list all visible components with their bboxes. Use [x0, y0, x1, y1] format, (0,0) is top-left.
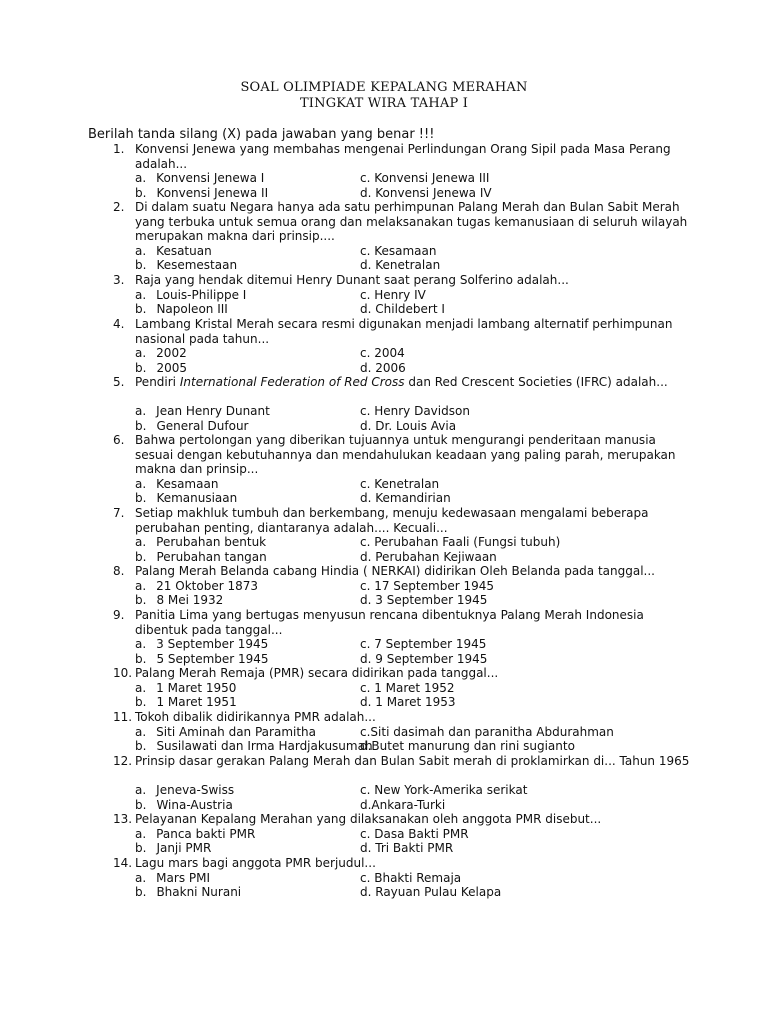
option-letter: b. [135, 185, 147, 200]
option-a[interactable] [135, 637, 268, 652]
stem-part: International Federation of Red Cross [179, 375, 405, 389]
option-row [0, 652, 768, 667]
option-row [0, 798, 768, 813]
option-row [0, 258, 768, 273]
option-text: 2005 [156, 360, 187, 375]
option-b[interactable] [135, 652, 269, 667]
question-stem: Lagu mars bagi anggota PMR berjudul... [135, 856, 376, 870]
option-row [0, 186, 768, 201]
option-letter: a. [135, 870, 147, 885]
option-row [0, 681, 768, 696]
option-b[interactable] [135, 550, 267, 565]
option-row [0, 477, 768, 492]
option-row [0, 841, 768, 856]
option-a[interactable] [135, 288, 246, 303]
option-a[interactable] [135, 346, 187, 361]
option-text: Kesamaan [156, 476, 219, 491]
option-c[interactable]: c. 1 Maret 1952 [360, 680, 455, 695]
question-number: 10. [113, 666, 133, 680]
option-text: 5 September 1945 [156, 651, 269, 666]
option-letter: b. [135, 491, 147, 506]
question-stem: Setiap makhluk tumbuh dan berkembang, menuju kedewasaan mengalami beberapa perubahan penting, diantaranya adalah.... Kecuali... [135, 506, 649, 535]
question-number: 1. [113, 142, 125, 156]
stem-part: dan Red Crescent Societies (IFRC) adalah... [404, 375, 668, 389]
option-letter: b. [135, 841, 147, 856]
option-d[interactable]: d. 3 September 1945 [360, 593, 488, 608]
option-text: Panca bakti PMR [156, 826, 256, 841]
question-stem: Pelayanan Kepalang Merahan yang dilaksanakan oleh anggota PMR disebut... [135, 812, 602, 826]
answer-options [0, 535, 768, 564]
option-letter: b. [135, 797, 147, 812]
question-stem: Palang Merah Remaja (PMR) secara didirikan pada tanggal... [135, 666, 499, 680]
option-letter: a. [135, 783, 147, 798]
option-b[interactable] [135, 695, 237, 710]
option-b[interactable] [135, 798, 233, 813]
option-a[interactable] [135, 404, 270, 419]
option-b[interactable] [135, 739, 373, 754]
option-text: 1 Maret 1951 [156, 695, 237, 710]
option-text: Konvensi Jenewa II [156, 185, 269, 200]
answer-options [0, 681, 768, 710]
answer-options [0, 346, 768, 375]
option-d[interactable]: d. 2006 [360, 360, 406, 375]
option-a[interactable] [135, 871, 210, 886]
option-b[interactable] [135, 302, 228, 317]
option-b[interactable] [135, 186, 268, 201]
question-number: 2. [113, 200, 125, 214]
question-number: 8. [113, 564, 125, 578]
option-letter: b. [135, 651, 147, 666]
option-b[interactable] [135, 258, 237, 273]
option-b[interactable] [135, 841, 211, 856]
question-stem: Raja yang hendak ditemui Henry Dunant saat perang Solferino adalah... [135, 273, 569, 287]
question-number: 12. [113, 754, 133, 768]
answer-options [0, 871, 768, 900]
option-b[interactable] [135, 593, 223, 608]
option-letter: b. [135, 593, 147, 608]
option-d[interactable]: d. 1 Maret 1953 [360, 695, 456, 710]
option-d[interactable]: d. Dr. Louis Avia [360, 418, 457, 433]
option-text: Perubahan bentuk [156, 535, 267, 550]
question-number: 6. [113, 433, 125, 447]
option-d[interactable]: d. Konvensi Jenewa IV [360, 185, 492, 200]
option-letter: b. [135, 418, 147, 433]
option-a[interactable] [135, 244, 212, 259]
option-letter: a. [135, 171, 147, 186]
option-row [0, 783, 768, 798]
answer-options [0, 171, 768, 200]
option-a[interactable] [135, 535, 266, 550]
option-letter: b. [135, 549, 147, 564]
option-b[interactable] [135, 419, 249, 434]
question-number: 3. [113, 273, 125, 287]
answer-options [0, 725, 768, 754]
option-row [0, 695, 768, 710]
option-row [0, 725, 768, 740]
option-d[interactable]: d.Ankara-Turki [360, 797, 446, 812]
option-letter: b. [135, 302, 147, 317]
option-d[interactable]: d. 9 September 1945 [360, 651, 488, 666]
option-text: 8 Mei 1932 [156, 593, 224, 608]
option-row [0, 288, 768, 303]
option-text: Kesatuan [156, 243, 212, 258]
question-number: 7. [113, 506, 125, 520]
answer-options [0, 827, 768, 856]
question-stem: Konvensi Jenewa yang membahas mengenai Perlindungan Orang Sipil pada Masa Perang adalah... [135, 142, 671, 171]
option-a[interactable] [135, 783, 234, 798]
option-b[interactable] [135, 361, 187, 376]
page-subtitle: TINGKAT WIRA TAHAP I [299, 96, 469, 111]
option-letter: a. [135, 346, 147, 361]
option-c[interactable]: c. New York-Amerika serikat [360, 783, 528, 798]
option-letter: a. [135, 243, 147, 258]
option-letter: a. [135, 826, 147, 841]
option-b[interactable] [135, 885, 241, 900]
question-stem: Lambang Kristal Merah secara resmi digunakan menjadi lambang alternatif perhimpunan nasional pada tahun... [135, 317, 673, 346]
option-text: 3 September 1945 [156, 637, 269, 652]
answer-options [0, 244, 768, 273]
option-row [0, 579, 768, 594]
option-letter: a. [135, 724, 147, 739]
question-stem: Di dalam suatu Negara hanya ada satu perhimpunan Palang Merah dan Bulan Sabit Merah yang terbuka untuk semua orang dan melaksanakan tugas kemanusiaan di seluruh wilayah merupakan makna dari prinsip.... [135, 200, 688, 244]
option-row [0, 361, 768, 376]
option-row [0, 346, 768, 361]
option-a[interactable] [135, 681, 236, 696]
option-row [0, 302, 768, 317]
option-text: General Dufour [156, 418, 249, 433]
question-number: 5. [113, 375, 125, 389]
option-c[interactable]: c. Perubahan Faali (Fungsi tubuh) [360, 535, 561, 550]
answer-options [0, 404, 768, 433]
option-text: Jean Henry Dunant [156, 404, 270, 419]
option-text: Wina-Austria [156, 797, 233, 812]
option-a[interactable] [135, 477, 218, 492]
question-number: 4. [113, 317, 125, 331]
option-b[interactable] [135, 491, 237, 506]
option-letter: b. [135, 739, 147, 754]
option-text: 21 Oktober 1873 [156, 578, 258, 593]
question-number: 14. [113, 856, 133, 870]
option-row [0, 171, 768, 186]
option-letter: a. [135, 476, 147, 491]
option-letter: b. [135, 695, 147, 710]
option-row [0, 419, 768, 434]
option-letter: a. [135, 680, 147, 695]
answer-options [0, 783, 768, 812]
option-c[interactable]: c. Kenetralan [360, 476, 440, 491]
option-a[interactable] [135, 171, 264, 186]
option-row [0, 404, 768, 419]
option-a[interactable] [135, 827, 255, 842]
option-row [0, 244, 768, 259]
answer-options [0, 288, 768, 317]
question-stem: Bahwa pertolongan yang diberikan tujuannya untuk mengurangi penderitaan manusia sesuai dengan kebutuhannya dan mendahulukan keadaan yang paling parah, merupakan makna dan prinsip... [135, 433, 676, 477]
option-letter: a. [135, 578, 147, 593]
question-stem: Panitia Lima yang bertugas menyusun rencana dibentuknya Palang Merah Indonesia dibentuk pada tanggal... [135, 608, 644, 637]
question-stem: Tokoh dibalik didirikannya PMR adalah... [135, 710, 376, 724]
option-row [0, 739, 768, 754]
page-title: SOAL OLIMPIADE KEPALANG MERAHAN [240, 80, 528, 95]
option-text: Konvensi Jenewa I [156, 171, 265, 186]
option-c[interactable]: c. 17 September 1945 [360, 578, 494, 593]
option-text: Susilawati dan Irma Hardjakusumah [156, 739, 373, 754]
option-a[interactable] [135, 725, 316, 740]
option-row [0, 871, 768, 886]
question-number: 13. [113, 812, 133, 826]
option-text: 1 Maret 1950 [156, 680, 237, 695]
instruction-text: Berilah tanda silang (X) pada jawaban yang benar !!! [88, 127, 435, 142]
question-stem [135, 375, 695, 390]
option-row [0, 550, 768, 565]
option-letter: a. [135, 637, 147, 652]
option-row [0, 827, 768, 842]
option-letter: a. [135, 404, 147, 419]
option-row [0, 593, 768, 608]
option-c[interactable]: c. Henry IV [360, 287, 426, 302]
option-c[interactable]: c. Henry Davidson [360, 404, 470, 419]
answer-options [0, 637, 768, 666]
option-letter: a. [135, 535, 147, 550]
option-text: Louis-Philippe I [156, 287, 247, 302]
option-c[interactable]: c. Kesamaan [360, 243, 437, 258]
option-c[interactable]: c. 2004 [360, 346, 405, 361]
option-letter: b. [135, 258, 147, 273]
option-text: Siti Aminah dan Paramitha [156, 724, 317, 739]
option-d[interactable]: d. Childebert I [360, 302, 445, 317]
option-text: Janji PMR [156, 841, 212, 856]
option-d[interactable]: d. Perubahan Kejiwaan [360, 549, 497, 564]
question-stem: Palang Merah Belanda cabang Hindia ( NERKAI) didirikan Oleh Belanda pada tanggal... [135, 564, 655, 578]
option-text: Bhakni Nurani [156, 885, 242, 900]
option-letter: a. [135, 287, 147, 302]
question-number: 11. [113, 710, 133, 724]
option-row [0, 637, 768, 652]
option-row [0, 885, 768, 900]
option-d[interactable]: d. Rayuan Pulau Kelapa [360, 885, 502, 900]
option-text: Kemanusiaan [156, 491, 238, 506]
option-text: Perubahan tangan [156, 549, 267, 564]
option-d[interactable]: d. Tri Bakti PMR [360, 841, 454, 856]
option-text: 2002 [156, 346, 187, 361]
option-c[interactable]: c. Dasa Bakti PMR [360, 826, 469, 841]
option-text: Jeneva-Swiss [156, 783, 235, 798]
option-text: Napoleon III [156, 302, 228, 317]
option-text: Mars PMI [156, 870, 211, 885]
option-a[interactable] [135, 579, 258, 594]
option-c[interactable]: c. 7 September 1945 [360, 637, 487, 652]
option-d[interactable]: d. Kenetralan [360, 258, 441, 273]
option-letter: b. [135, 885, 147, 900]
option-c[interactable]: c. Bhakti Remaja [360, 870, 462, 885]
answer-options [0, 477, 768, 506]
option-letter: b. [135, 360, 147, 375]
option-d[interactable]: d. Kemandirian [360, 491, 451, 506]
answer-options [0, 579, 768, 608]
question-stem: Prinsip dasar gerakan Palang Merah dan Bulan Sabit merah di proklamirkan di... Tahun 1965 [135, 754, 690, 768]
option-row [0, 491, 768, 506]
option-c[interactable]: c. Konvensi Jenewa III [360, 171, 490, 186]
option-c[interactable]: c.Siti dasimah dan paranitha Abdurahman [360, 724, 614, 739]
option-d[interactable]: d.Butet manurung dan rini sugianto [360, 739, 575, 754]
option-row [0, 535, 768, 550]
option-text: Kesemestaan [156, 258, 238, 273]
stem-part: Pendiri [135, 375, 180, 389]
question-number: 9. [113, 608, 125, 622]
